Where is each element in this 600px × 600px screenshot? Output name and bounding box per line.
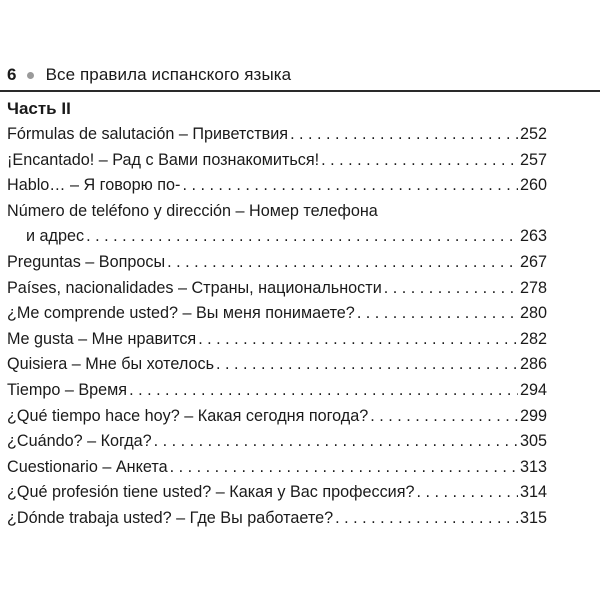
- dot-leader: [290, 122, 518, 148]
- toc-entry-title: Tiempo – Время: [7, 380, 128, 399]
- page-number: 6: [7, 65, 17, 84]
- toc-entry[interactable]: [7, 148, 547, 174]
- toc-entry-page: 294: [519, 380, 547, 399]
- toc-entry[interactable]: [7, 506, 547, 532]
- toc-entry[interactable]: [7, 276, 547, 302]
- toc-entry-continued-end[interactable]: [7, 224, 547, 250]
- toc-entry-page: 278: [519, 278, 547, 297]
- toc-entry-title: Preguntas – Вопросы: [7, 252, 166, 271]
- book-title: Все правила испанского языка: [45, 65, 292, 84]
- dot-leader: [321, 148, 518, 174]
- toc-entry-page: 263: [519, 227, 547, 246]
- table-of-contents: [7, 122, 547, 532]
- toc-entry[interactable]: [7, 250, 547, 276]
- toc-entry[interactable]: [7, 378, 547, 404]
- toc-entry-title: Países, nacionalidades – Страны, национальности: [7, 278, 382, 297]
- toc-entry-page: 260: [519, 176, 547, 195]
- dot-leader: [154, 429, 518, 455]
- dot-leader: [129, 378, 518, 404]
- toc-entry[interactable]: [7, 429, 547, 455]
- toc-entry-title: Hablo… – Я говорю по-: [7, 176, 181, 195]
- toc-entry-page: 305: [519, 432, 547, 451]
- dot-leader: [384, 276, 518, 302]
- running-head: [7, 64, 291, 86]
- dot-leader: [170, 455, 518, 481]
- toc-entry[interactable]: [7, 301, 547, 327]
- dot-leader: [335, 506, 518, 532]
- toc-entry-continued-start[interactable]: [7, 199, 547, 225]
- toc-entry-title: Cuestionario – Анкета: [7, 457, 168, 476]
- dot-leader: [167, 250, 518, 276]
- toc-entry-title: Me gusta – Мне нравится: [7, 329, 197, 348]
- dot-leader: [86, 224, 518, 250]
- toc-entry-page: 315: [519, 508, 547, 527]
- dot-leader: [370, 404, 518, 430]
- toc-entry-title: ¿Me comprende usted? – Вы меня понимаете?: [7, 304, 355, 323]
- section-title: Часть II: [7, 99, 71, 118]
- toc-entry-page: 252: [519, 125, 547, 143]
- dot-leader: [216, 352, 518, 378]
- dot-leader: [182, 173, 518, 199]
- toc-entry-page: 286: [519, 355, 547, 374]
- toc-entry[interactable]: [7, 122, 547, 148]
- toc-entry-page: 280: [519, 304, 547, 323]
- toc-entry-page: 267: [519, 252, 547, 271]
- bullet-icon: [27, 72, 34, 79]
- toc-entry-page: 314: [519, 483, 547, 502]
- toc-entry-title: ¿Cuándo? – Когда?: [7, 432, 152, 451]
- toc-entry-page: 299: [519, 406, 547, 425]
- dot-leader: [198, 327, 518, 353]
- toc-entry-title: ¿Dónde trabaja usted? – Где Вы работаете?: [7, 508, 334, 527]
- toc-entry-title: и адрес: [26, 227, 85, 246]
- toc-entry[interactable]: [7, 352, 547, 378]
- toc-entry[interactable]: [7, 480, 547, 506]
- toc-entry[interactable]: [7, 173, 547, 199]
- dot-leader: [416, 480, 518, 506]
- toc-entry[interactable]: [7, 455, 547, 481]
- toc-entry[interactable]: [7, 404, 547, 430]
- toc-entry-page: 282: [519, 329, 547, 348]
- toc-entry-title: ¿Qué profesión tiene usted? – Какая у Вас профессия?: [7, 483, 415, 502]
- toc-entry-page: 257: [519, 150, 547, 169]
- dot-leader: [357, 301, 518, 327]
- toc-entry-title: ¿Qué tiempo hace hoy? – Какая сегодня погода?: [7, 406, 369, 425]
- toc-entry[interactable]: [7, 327, 547, 353]
- toc-entry-title: Número de teléfono y dirección – Номер телефона: [7, 201, 378, 220]
- toc-entry-title: ¡Encantado! – Рад с Вами познакомиться!: [7, 150, 320, 169]
- toc-entry-title: Fórmulas de salutación – Приветствия: [7, 125, 289, 143]
- header-divider: [0, 90, 600, 92]
- toc-entry-page: 313: [519, 457, 547, 476]
- toc-entry-title: Quisiera – Мне бы хотелось: [7, 355, 215, 374]
